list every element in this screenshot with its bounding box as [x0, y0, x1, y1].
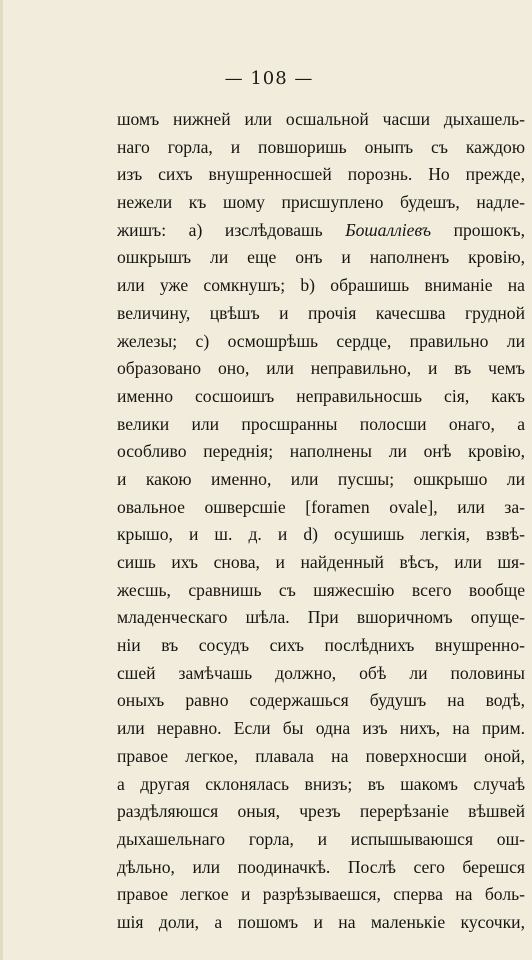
- text-line: железы; c) осмошрѣшь сердце, правильно ли: [117, 330, 525, 351]
- text-line: сишь ихъ снова, и найденный вѣсъ, или шя-: [117, 552, 525, 572]
- text-line: раздѣляюшся оныя, чрезъ перерѣзанiе вѣшвей: [117, 801, 525, 822]
- text-line: или неравно. Если бы одна изъ нихъ, на прим.: [117, 718, 525, 739]
- text-line: жесшь, сравнишь съ шяжесшiю всего вообще: [117, 579, 525, 600]
- text-line: ошкрышъ ли еще онъ и наполненъ кровiю,: [117, 247, 525, 268]
- text-line: сшей замѣчашь должно, обѣ ли половины: [117, 662, 525, 683]
- text-line: жишъ: а) изслѣдовашь Бошаллiевъ прошокъ,: [117, 219, 525, 240]
- text-line: правое легкое, плавала на поверхносши оной,: [117, 745, 525, 766]
- text-line: образовано оно, или неправильно, и въ чемъ: [117, 358, 525, 379]
- text-line: или уже сомкнушъ; b) обрашишь вниманiе на: [117, 275, 525, 296]
- text-line: дыхашельнаго горла, и испышываюшся ош-: [117, 828, 525, 849]
- text-line: овальное ошверсшiе [foramen ovale], или за-: [117, 496, 525, 517]
- text-line: и какою именно, или пусшы; ошкрышо ли: [117, 468, 525, 489]
- body-text: [117, 106, 525, 937]
- page-number: — 108 —: [224, 68, 314, 89]
- text-line: крышо, и ш. д. и d) осушишь легкiя, взвѣ-: [117, 524, 525, 545]
- text-line: величину, цвѣшъ и прочiя качесшва грудной: [117, 302, 525, 323]
- text-line: нежели къ шому присшуплено будешъ, надле-: [117, 192, 525, 213]
- italic-name: Бошаллiевъ: [345, 219, 432, 240]
- text-line: велики или просшранны полосши онаго, а: [117, 413, 525, 434]
- text-line: младенческаго шѣла. При вшоричномъ опуще-: [117, 607, 525, 628]
- text-line: дѣльно, или поодиначкѣ. Послѣ сего берешся: [117, 856, 525, 877]
- text-line: наго горла, и повшоришь оныпъ съ каждою: [117, 136, 525, 157]
- text-line: оныхъ равно содержашься будушъ на водѣ,: [117, 690, 525, 711]
- text-line: нiи въ сосудъ сихъ послѣднихъ внушренно-: [117, 635, 525, 656]
- text-line: правое легкое и разрѣзываешся, сперва на боль-: [117, 884, 525, 905]
- text-line: шiя доли, а пошомъ и на маленькiе кусочки,: [117, 911, 525, 932]
- text-line: а другая склонялась внизъ; въ шакомъ случаѣ: [117, 773, 525, 794]
- text-line: именно сосшоишъ неправильносшь сiя, какъ: [117, 385, 525, 406]
- text-line: изъ сихъ внушренносшей порознь. Но прежде,: [117, 164, 525, 185]
- text-line: шомъ нижней или осшальной часши дыхашель-: [117, 109, 525, 129]
- text-line: особливо переднiя; наполнены ли онѣ кровiю,: [117, 441, 525, 462]
